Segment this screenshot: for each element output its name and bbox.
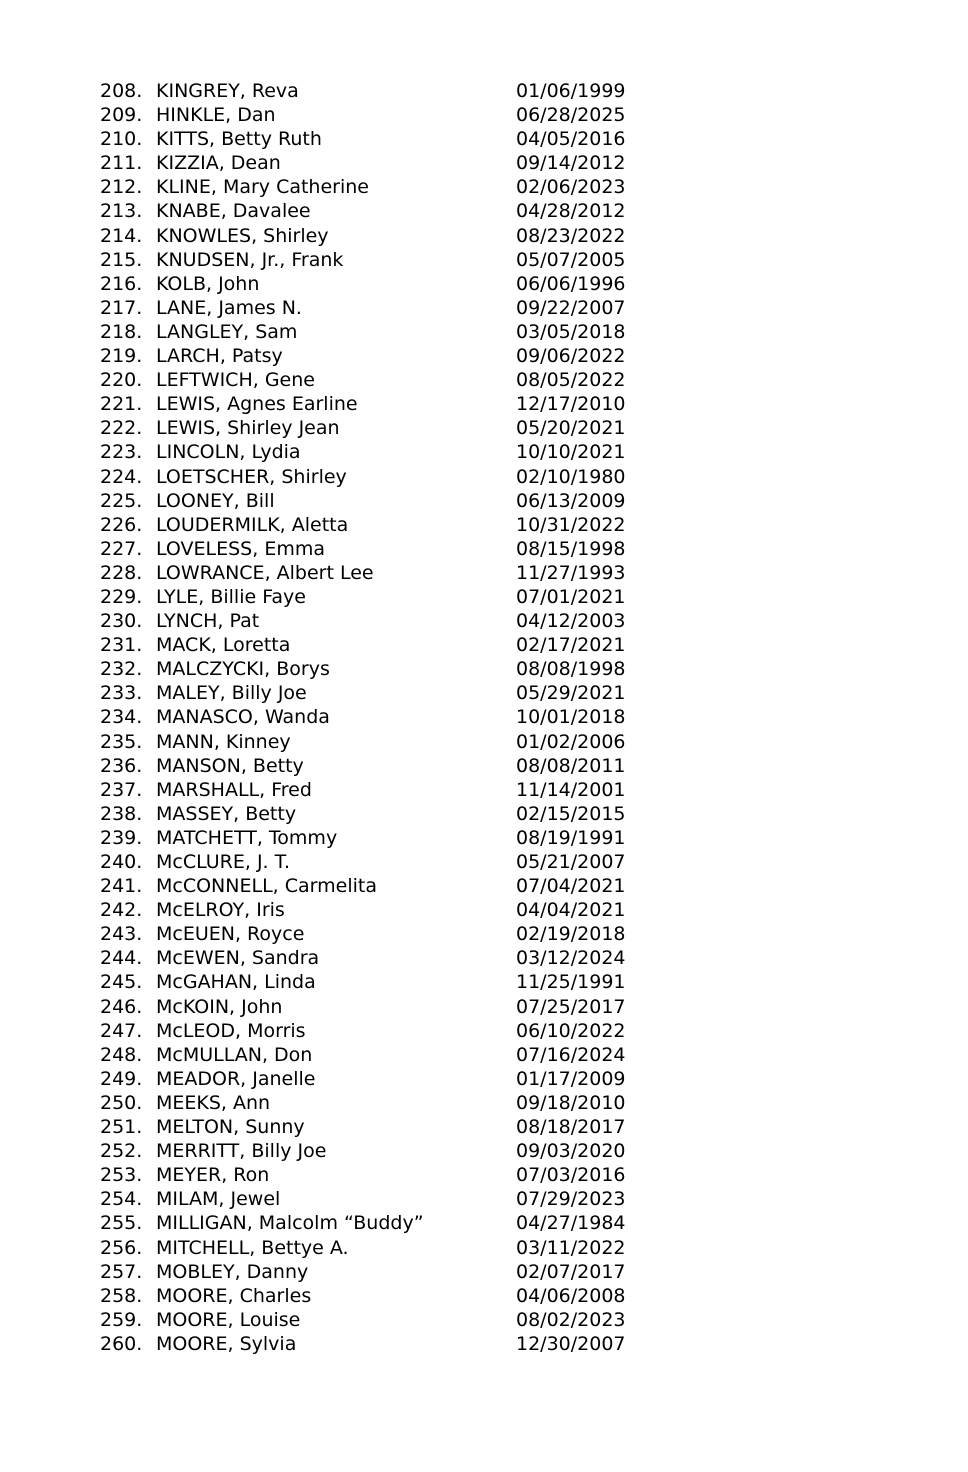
entry-date: 05/21/2007 xyxy=(516,851,626,873)
list-item xyxy=(100,392,660,416)
entry-number: 228. xyxy=(100,561,143,584)
entry-name: LEFTWICH, Gene xyxy=(156,369,315,392)
entry-number: 258. xyxy=(100,1284,143,1307)
list-item xyxy=(100,224,660,248)
entry-date: 08/08/1998 xyxy=(516,658,626,681)
entry-number: 215. xyxy=(100,248,143,271)
entry-number: 224. xyxy=(100,465,143,488)
entry-date: 07/04/2021 xyxy=(516,875,626,898)
entry-name: McLEOD, Morris xyxy=(156,1019,306,1042)
entry-date: 06/28/2025 xyxy=(516,104,626,127)
entry-number: 248. xyxy=(100,1043,143,1066)
entry-name: MEEKS, Ann xyxy=(156,1091,271,1114)
entry-number: 252. xyxy=(100,1140,143,1163)
list-item xyxy=(100,199,660,223)
entry-date: 07/16/2024 xyxy=(516,1043,626,1066)
list-item xyxy=(100,1115,660,1139)
entry-name: HINKLE, Dan xyxy=(156,104,276,127)
entry-name: MANN, Kinney xyxy=(156,730,291,753)
entry-date: 02/06/2023 xyxy=(516,176,626,199)
list-item xyxy=(100,416,660,440)
list-item xyxy=(100,465,660,489)
entry-number: 216. xyxy=(100,272,143,295)
entry-date: 03/12/2024 xyxy=(516,947,626,970)
entry-date: 11/27/1993 xyxy=(516,561,626,584)
list-item xyxy=(100,1163,660,1187)
entry-date: 09/14/2012 xyxy=(516,152,626,175)
entry-name: MARSHALL, Fred xyxy=(156,778,312,801)
entry-name: McKOIN, John xyxy=(156,995,283,1018)
entry-date: 01/06/1999 xyxy=(516,80,626,102)
entry-number: 255. xyxy=(100,1212,143,1235)
entry-name: LYNCH, Pat xyxy=(156,610,260,633)
entry-name: KNUDSEN, Jr., Frank xyxy=(156,248,344,271)
entry-name: KIZZIA, Dean xyxy=(156,152,281,175)
list-item xyxy=(100,296,660,320)
entry-number: 229. xyxy=(100,585,143,608)
entry-number: 235. xyxy=(100,730,143,753)
entry-date: 09/03/2020 xyxy=(516,1140,626,1163)
list-item xyxy=(100,368,660,392)
entry-number: 246. xyxy=(100,995,143,1018)
list-item xyxy=(100,440,660,464)
entry-number: 249. xyxy=(100,1067,143,1090)
entry-number: 236. xyxy=(100,754,143,777)
entry-date: 03/05/2018 xyxy=(516,320,626,343)
list-item xyxy=(100,898,660,922)
entry-date: 09/18/2010 xyxy=(516,1091,626,1114)
entry-name: KNOWLES, Shirley xyxy=(156,224,329,247)
entry-date: 04/12/2003 xyxy=(516,610,626,633)
entry-number: 209. xyxy=(100,104,143,127)
list-item xyxy=(100,705,660,729)
entry-name: LOETSCHER, Shirley xyxy=(156,465,347,488)
entry-number: 250. xyxy=(100,1091,143,1114)
entry-date: 04/27/1984 xyxy=(516,1212,626,1235)
list-item xyxy=(100,1236,660,1260)
list-item xyxy=(100,1211,660,1235)
entry-name: McMULLAN, Don xyxy=(156,1043,313,1066)
list-item xyxy=(100,681,660,705)
entry-number: 220. xyxy=(100,369,143,392)
entry-name: LANE, James N. xyxy=(156,296,302,319)
list-item xyxy=(100,657,660,681)
list-item xyxy=(100,344,660,368)
entry-date: 02/10/1980 xyxy=(516,465,626,488)
entry-name: McEWEN, Sandra xyxy=(156,947,320,970)
entry-number: 254. xyxy=(100,1188,143,1211)
list-item xyxy=(100,248,660,272)
entry-name: McEUEN, Royce xyxy=(156,923,305,946)
entry-date: 04/04/2021 xyxy=(516,899,626,922)
entry-date: 06/13/2009 xyxy=(516,489,626,512)
entry-date: 08/02/2023 xyxy=(516,1308,626,1331)
list-item xyxy=(100,1332,660,1356)
entry-name: MEADOR, Janelle xyxy=(156,1067,316,1090)
entry-number: 218. xyxy=(100,320,143,343)
list-item xyxy=(100,802,660,826)
entry-name: LEWIS, Agnes Earline xyxy=(156,393,358,416)
entry-name: MITCHELL, Bettye A. xyxy=(156,1236,349,1259)
list-item xyxy=(100,1139,660,1163)
list-item xyxy=(100,320,660,344)
entry-number: 231. xyxy=(100,634,143,657)
entry-date: 11/25/1991 xyxy=(516,971,626,994)
entry-name: LOONEY, Bill xyxy=(156,489,275,512)
entry-date: 07/01/2021 xyxy=(516,585,626,608)
entry-date: 10/31/2022 xyxy=(516,513,626,536)
entry-number: 219. xyxy=(100,345,143,368)
list-item xyxy=(100,103,660,127)
entry-number: 253. xyxy=(100,1164,143,1187)
entry-number: 211. xyxy=(100,152,143,175)
entry-name: LANGLEY, Sam xyxy=(156,320,298,343)
entry-name: KOLB, John xyxy=(156,272,260,295)
entry-name: MEYER, Ron xyxy=(156,1164,270,1187)
entry-number: 238. xyxy=(100,802,143,825)
entry-name: LYLE, Billie Faye xyxy=(156,585,306,608)
entry-number: 251. xyxy=(100,1116,143,1139)
entry-name: MILLIGAN, Malcolm “Buddy” xyxy=(156,1212,424,1235)
entry-number: 232. xyxy=(100,658,143,681)
list-item xyxy=(100,995,660,1019)
list-item xyxy=(100,1091,660,1115)
entry-number: 239. xyxy=(100,826,143,849)
entry-number: 217. xyxy=(100,296,143,319)
list-item xyxy=(100,730,660,754)
entry-number: 244. xyxy=(100,947,143,970)
entry-name: MOORE, Sylvia xyxy=(156,1332,297,1355)
entry-date: 10/01/2018 xyxy=(516,706,626,729)
entry-number: 247. xyxy=(100,1019,143,1042)
entry-name: KITTS, Betty Ruth xyxy=(156,128,322,151)
entry-date: 08/18/2017 xyxy=(516,1116,626,1139)
list-item xyxy=(100,585,660,609)
list-item xyxy=(100,1308,660,1332)
list-item xyxy=(100,272,660,296)
list-item xyxy=(100,826,660,850)
list-item xyxy=(100,922,660,946)
entry-date: 08/23/2022 xyxy=(516,224,626,247)
entry-name: LOUDERMILK, Aletta xyxy=(156,513,349,536)
list-item xyxy=(100,946,660,970)
list-item xyxy=(100,1187,660,1211)
entry-number: 245. xyxy=(100,971,143,994)
entry-name: MALCZYCKI, Borys xyxy=(156,658,330,681)
list-item xyxy=(100,633,660,657)
entry-name: MOBLEY, Danny xyxy=(156,1260,309,1283)
entry-name: LEWIS, Shirley Jean xyxy=(156,417,340,440)
entry-date: 09/22/2007 xyxy=(516,296,626,319)
list-item xyxy=(100,1043,660,1067)
entry-name: MERRITT, Billy Joe xyxy=(156,1140,327,1163)
list-item xyxy=(100,489,660,513)
list-item xyxy=(100,850,660,874)
entry-date: 12/30/2007 xyxy=(516,1332,626,1355)
entry-date: 10/10/2021 xyxy=(516,441,626,464)
entry-number: 210. xyxy=(100,128,143,151)
entry-number: 214. xyxy=(100,224,143,247)
list-item xyxy=(100,970,660,994)
entry-date: 08/15/1998 xyxy=(516,537,626,560)
entry-name: MASSEY, Betty xyxy=(156,802,297,825)
list-item xyxy=(100,151,660,175)
entry-date: 08/19/1991 xyxy=(516,826,626,849)
entry-date: 11/14/2001 xyxy=(516,778,626,801)
entry-name: MACK, Loretta xyxy=(156,634,291,657)
entry-name: McCLURE, J. T. xyxy=(156,851,291,873)
entry-name: MOORE, Charles xyxy=(156,1284,312,1307)
entry-date: 07/03/2016 xyxy=(516,1164,626,1187)
entry-number: 225. xyxy=(100,489,143,512)
list-item xyxy=(100,561,660,585)
entry-date: 06/06/1996 xyxy=(516,272,626,295)
list-item xyxy=(100,537,660,561)
entry-number: 221. xyxy=(100,393,143,416)
entry-number: 233. xyxy=(100,682,143,705)
entry-date: 02/19/2018 xyxy=(516,923,626,946)
entry-number: 260. xyxy=(100,1332,143,1355)
entry-list xyxy=(100,79,660,1356)
entry-number: 234. xyxy=(100,706,143,729)
entry-name: KNABE, Davalee xyxy=(156,200,311,223)
entry-number: 257. xyxy=(100,1260,143,1283)
entry-number: 237. xyxy=(100,778,143,801)
entry-number: 230. xyxy=(100,610,143,633)
entry-name: McCONNELL, Carmelita xyxy=(156,875,377,898)
list-item xyxy=(100,874,660,898)
entry-number: 227. xyxy=(100,537,143,560)
entry-date: 04/05/2016 xyxy=(516,128,626,151)
entry-name: KINGREY, Reva xyxy=(156,80,299,102)
list-item xyxy=(100,175,660,199)
entry-name: KLINE, Mary Catherine xyxy=(156,176,369,199)
entry-number: 240. xyxy=(100,851,143,873)
list-item xyxy=(100,754,660,778)
entry-name: MANSON, Betty xyxy=(156,754,304,777)
list-item xyxy=(100,1019,660,1043)
entry-date: 06/10/2022 xyxy=(516,1019,626,1042)
entry-date: 07/29/2023 xyxy=(516,1188,626,1211)
entry-name: McELROY, Iris xyxy=(156,899,285,922)
entry-date: 01/02/2006 xyxy=(516,730,626,753)
entry-name: LARCH, Patsy xyxy=(156,345,283,368)
entry-number: 242. xyxy=(100,899,143,922)
entry-date: 08/05/2022 xyxy=(516,369,626,392)
entry-number: 226. xyxy=(100,513,143,536)
entry-name: MILAM, Jewel xyxy=(156,1188,281,1211)
list-item xyxy=(100,609,660,633)
list-item xyxy=(100,1284,660,1308)
entry-name: McGAHAN, Linda xyxy=(156,971,316,994)
entry-date: 02/17/2021 xyxy=(516,634,626,657)
list-item xyxy=(100,127,660,151)
entry-date: 02/07/2017 xyxy=(516,1260,626,1283)
entry-number: 212. xyxy=(100,176,143,199)
entry-name: MANASCO, Wanda xyxy=(156,706,330,729)
entry-date: 04/28/2012 xyxy=(516,200,626,223)
entry-number: 223. xyxy=(100,441,143,464)
entry-date: 02/15/2015 xyxy=(516,802,626,825)
entry-number: 256. xyxy=(100,1236,143,1259)
list-item xyxy=(100,1260,660,1284)
entry-name: LINCOLN, Lydia xyxy=(156,441,301,464)
entry-number: 213. xyxy=(100,200,143,223)
entry-date: 08/08/2011 xyxy=(516,754,626,777)
entry-name: LOVELESS, Emma xyxy=(156,537,325,560)
list-item xyxy=(100,1067,660,1091)
entry-date: 01/17/2009 xyxy=(516,1067,626,1090)
list-item xyxy=(100,79,660,103)
entry-name: MATCHETT, Tommy xyxy=(156,826,338,849)
entry-date: 05/20/2021 xyxy=(516,417,626,440)
entry-date: 12/17/2010 xyxy=(516,393,626,416)
entry-date: 05/07/2005 xyxy=(516,248,626,271)
entry-date: 04/06/2008 xyxy=(516,1284,626,1307)
entry-number: 208. xyxy=(100,80,143,102)
list-item xyxy=(100,778,660,802)
entry-name: LOWRANCE, Albert Lee xyxy=(156,561,374,584)
entry-number: 243. xyxy=(100,923,143,946)
list-item xyxy=(100,513,660,537)
entry-number: 241. xyxy=(100,875,143,898)
entry-date: 05/29/2021 xyxy=(516,682,626,705)
entry-date: 09/06/2022 xyxy=(516,345,626,368)
entry-date: 07/25/2017 xyxy=(516,995,626,1018)
entry-name: MALEY, Billy Joe xyxy=(156,682,307,705)
entry-date: 03/11/2022 xyxy=(516,1236,626,1259)
entry-number: 259. xyxy=(100,1308,143,1331)
entry-name: MELTON, Sunny xyxy=(156,1116,305,1139)
entry-name: MOORE, Louise xyxy=(156,1308,301,1331)
entry-number: 222. xyxy=(100,417,143,440)
